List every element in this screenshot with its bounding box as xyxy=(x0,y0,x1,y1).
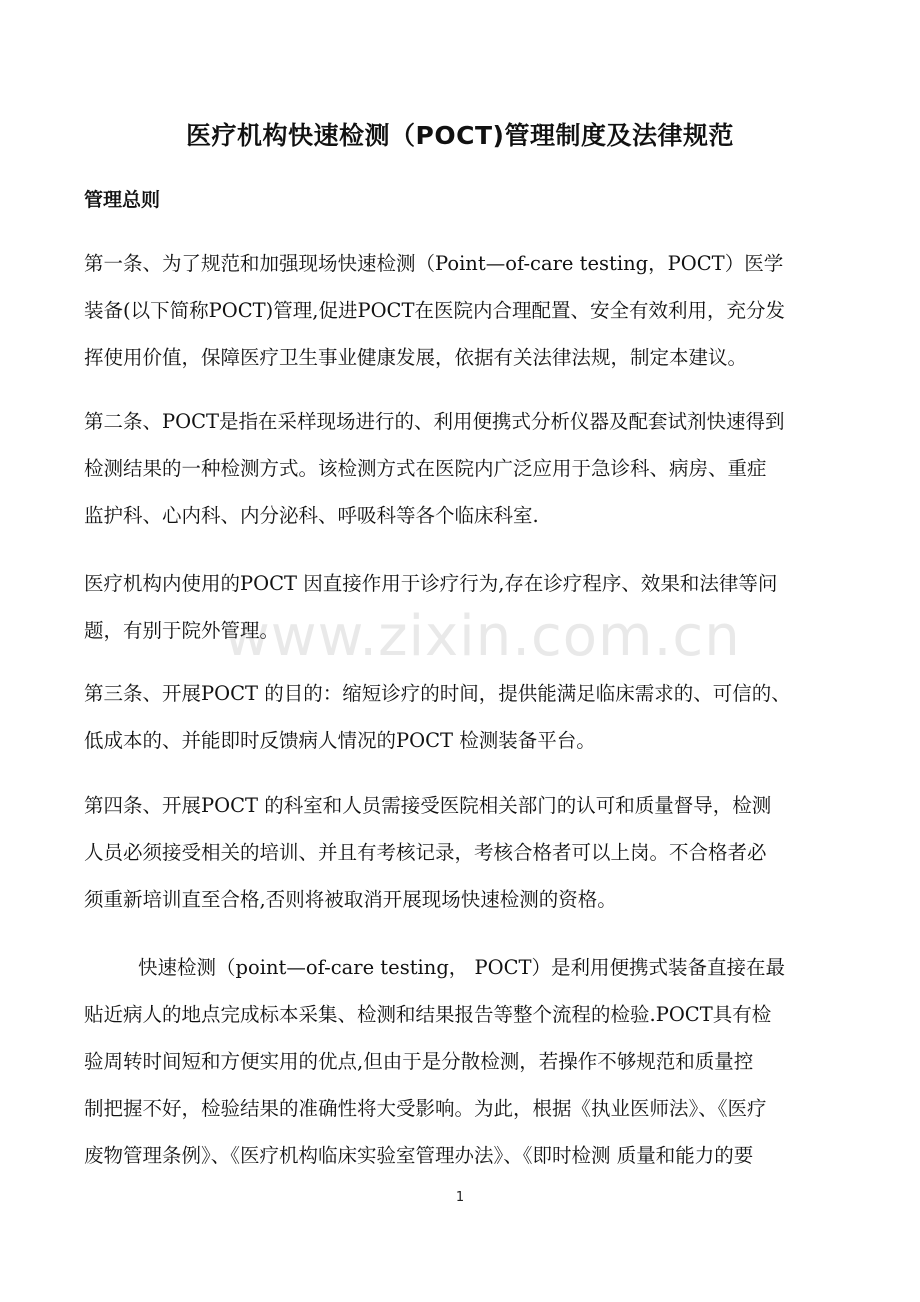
watermark: www.zixin.com.cn xyxy=(224,604,741,669)
text-line: 验周转时间短和方便实用的优点,但由于是分散检测，若操作不够规范和质量控 xyxy=(84,1050,754,1073)
text-line: 挥使用价值，保障医疗卫生事业健康发展，依据有关法律法规，制定本建议。 xyxy=(84,346,748,369)
text-line: 快速检测（point—of-care testing， POCT）是利用便携式装备直接在最 xyxy=(138,956,786,979)
text-line: 监护科、心内科、内分泌科、呼吸科等各个临床科室. xyxy=(84,504,539,527)
page-number: 1 xyxy=(455,1190,465,1205)
text-line: 低成本的、并能即时反馈病人情况的POCT 检测装备平台。 xyxy=(84,729,596,752)
paragraph-article-4 xyxy=(84,782,844,923)
text-line: 贴近病人的地点完成标本采集、检测和结果报告等整个流程的检验.POCT具有检 xyxy=(84,1003,772,1026)
paragraph-poct-usage xyxy=(84,560,844,654)
text-line: 制把握不好，检验结果的准确性将大受影响。为此，根据《执业医师法》、《医疗 xyxy=(84,1097,767,1120)
section-heading: 管理总则 xyxy=(84,189,161,211)
text-line: 医疗机构内使用的POCT 因直接作用于诊疗行为,存在诊疗程序、效果和法律等问 xyxy=(84,572,778,595)
text-line: 第三条、开展POCT 的目的：缩短诊疗的时间，提供能满足临床需求的、可信的、 xyxy=(84,682,791,705)
text-line: 第一条、为了规范和加强现场快速检测（Point—of-care testing，POCT）医学 xyxy=(84,252,784,275)
text-line: 人员必须接受相关的培训、并且有考核记录，考核合格者可以上岗。不合格者必 xyxy=(84,841,767,864)
paragraph-article-2 xyxy=(84,398,844,539)
paragraph-poct-definition xyxy=(84,944,844,1179)
text-line: 检测结果的一种检测方式。该检测方式在医院内广泛应用于急诊科、病房、重症 xyxy=(84,457,767,480)
text-line: 题，有别于院外管理。 xyxy=(84,619,280,642)
text-line: 废物管理条例》、《医疗机构临床实验室管理办法》、《即时检测 质量和能力的要 xyxy=(84,1144,754,1167)
paragraph-article-1 xyxy=(84,240,844,381)
text-line: 第四条、开展POCT 的科室和人员需接受医院相关部门的认可和质量督导，检测 xyxy=(84,794,772,817)
text-line: 须重新培训直至合格,否则将被取消开展现场快速检测的资格。 xyxy=(84,888,617,911)
text-line: 第二条、POCT是指在采样现场进行的、利用便携式分析仪器及配套试剂快速得到 xyxy=(84,410,785,433)
text-line: 装备(以下简称POCT)管理,促进POCT在医院内合理配置、安全有效利用，充分发 xyxy=(84,299,785,322)
paragraph-article-3 xyxy=(84,670,844,764)
document-title: 医疗机构快速检测（POCT)管理制度及法律规范 xyxy=(186,121,734,150)
